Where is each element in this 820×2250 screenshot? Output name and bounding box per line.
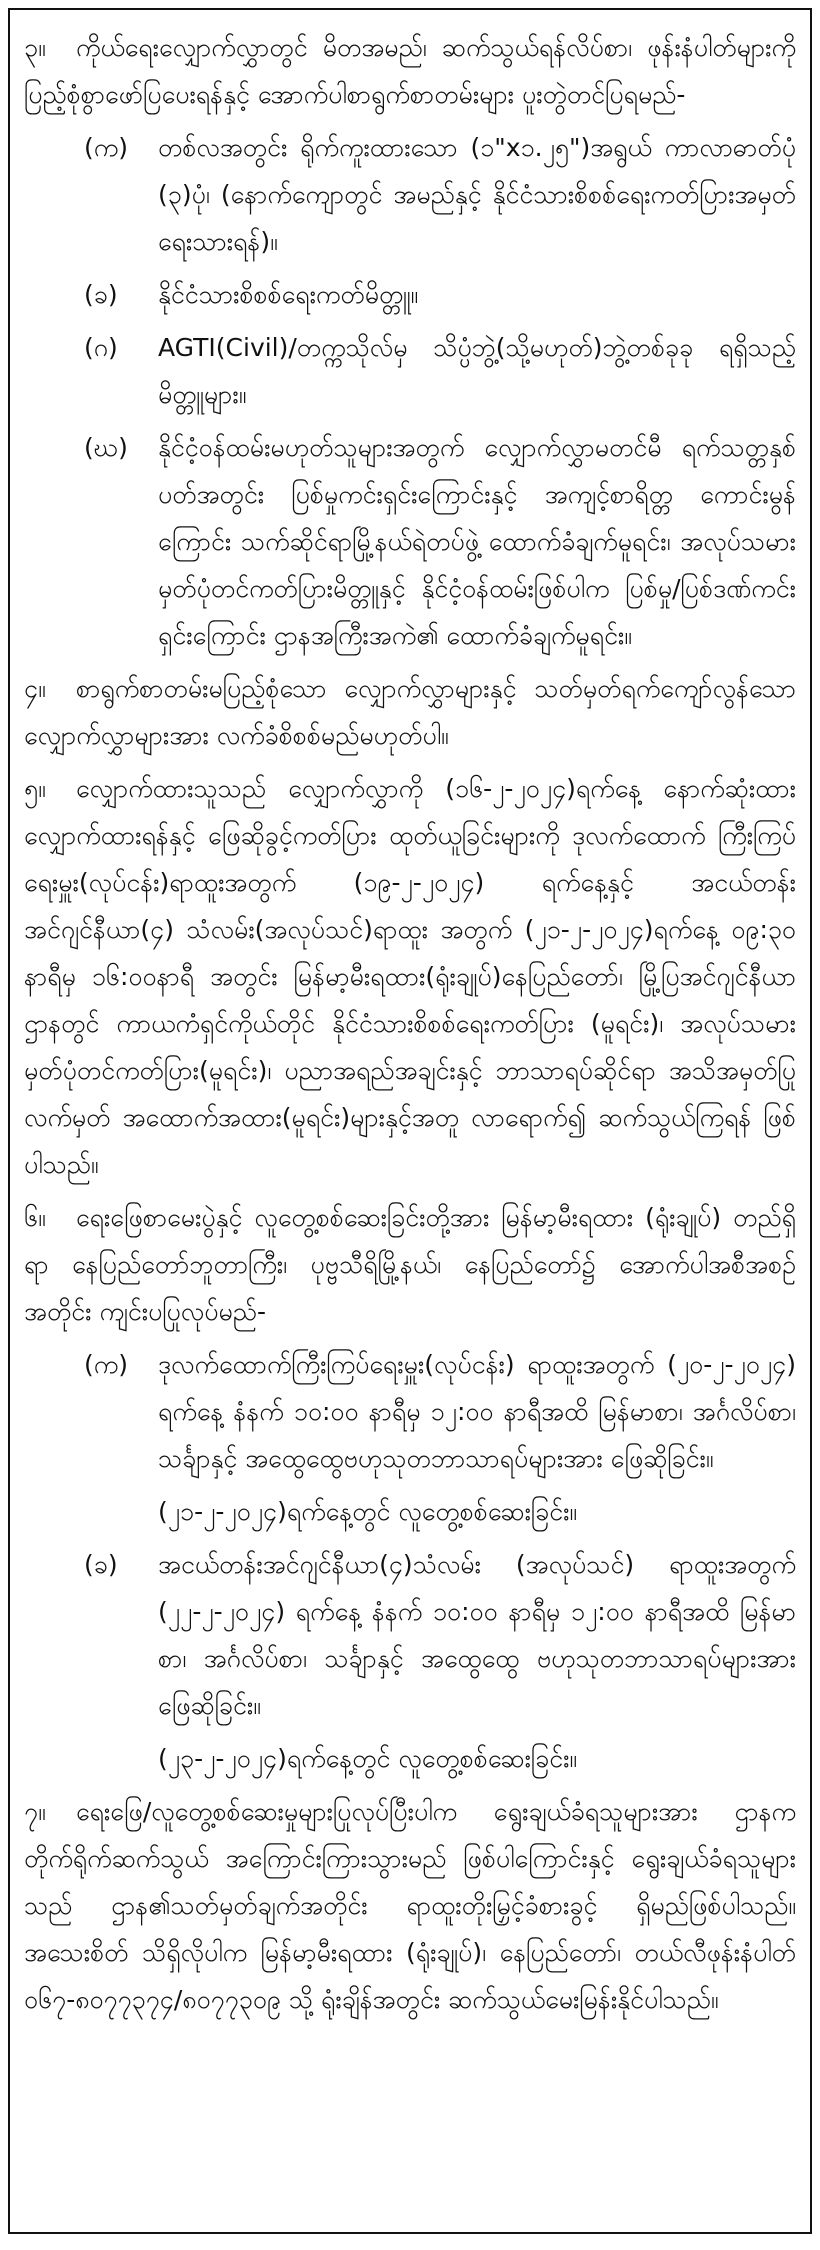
item-text: တစ်လအတွင်း ရိုက်ကူးထားသော (၁"x၁.၂၅")အရွယ် ကာလာဓာတ်ပုံ (၃)ပုံ၊ (နောက်ကျောတွင် အမည်နှင့် နိုင်ငံသားစိစစ်ရေးကတ်ပြားအမှတ် ရေးသားရန်)။ xyxy=(158,133,796,256)
item-marker: (က) xyxy=(84,133,128,162)
paragraph-number: ၃။ xyxy=(24,33,46,62)
paragraph-number: ၅။ xyxy=(24,774,46,803)
list-item-ka xyxy=(24,124,796,265)
item-text: နိုင်ငံ့ဝန်ထမ်းမဟုတ်သူများအတွက် လျှောက်လွှာမတင်မီ ရက်သတ္တနှစ်ပတ်အတွင်း ပြစ်မှုကင်းရှင်းကြောင်းနှင့် အကျင့်စာရိတ္တ ကောင်းမွန်ကြောင်း သက်ဆိုင်ရာမြို့နယ်ရဲတပ်ဖွဲ့ ထောက်ခံချက်မူရင်း၊ အလုပ်သမားမှတ်ပုံတင်ကတ်ပြားမိတ္တူနှင့် နိုင်ငံ့ဝန်ထမ်းဖြစ်ပါက ပြစ်မှု/ပြစ်ဒဏ်ကင်းရှင်းကြောင်း ဌာနအကြီးအကဲ၏ ထောက်ခံချက်မူရင်း။ xyxy=(158,433,796,650)
item-text: ဒုလက်ထောက်ကြီးကြပ်ရေးမှူး(လုပ်ငန်း) ရာထူးအတွက် (၂၀-၂-၂၀၂၄) ရက်နေ့ နံနက် ၁၀:၀၀ နာရီမှ ၁၂:၀၀ နာရီအထိ မြန်မာစာ၊ အင်္ဂလိပ်စာ၊ သင်္ချာနှင့် အထွေထွေဗဟုသုတဘာသာရပ်များအား ဖြေဆိုခြင်း။ xyxy=(158,1350,796,1473)
paragraph-6 xyxy=(24,1194,796,1335)
paragraph-number: ၆။ xyxy=(24,1203,46,1232)
list-item-gha xyxy=(24,424,796,659)
item-marker: (က) xyxy=(84,1350,128,1379)
item-marker: (ခ) xyxy=(84,280,118,309)
paragraph-number: ၇။ xyxy=(24,1797,46,1826)
item-marker: (ဂ) xyxy=(84,333,118,362)
paragraph-text: ရေးဖြေ/လူတွေ့စစ်ဆေးမှုများပြုလုပ်ပြီးပါက ရွေးချယ်ခံရသူများအား ဌာနက တိုက်ရိုက်ဆက်သွယ် အကြောင်းကြားသွားမည် ဖြစ်ပါကြောင်းနှင့် ရွေးချယ်ခံရသူများသည် ဌာန၏သတ်မှတ်ချက်အတိုင်း ရာထူးတိုးမြှင့်ခံစားခွင့် ရှိမည်ဖြစ်ပါသည်။ အသေးစိတ် သိရှိလိုပါက မြန်မာ့မီးရထား (ရုံးချုပ်)၊ နေပြည်တော်၊ တယ်လီဖုန်းနံပါတ် ၀၆၇-၈၀၇၇၃၇၄/၈၀၇၇၃၀၉ သို့ ရုံးချိန်အတွင်း ဆက်သွယ်မေးမြန်းနိုင်ပါသည်။ xyxy=(24,1797,796,2014)
item-marker: (ဃ) xyxy=(84,433,128,462)
paragraph-number: ၄။ xyxy=(24,674,46,703)
paragraph-text: ရေးဖြေစာမေးပွဲနှင့် လူတွေ့စစ်ဆေးခြင်းတို့အား မြန်မာ့မီးရထား (ရုံးချုပ်) တည်ရှိရာ နေပြည်တော်ဘူတာကြီး၊ ပုဗ္ဗသီရိမြို့နယ်၊ နေပြည်တော်၌ အောက်ပါအစီအစဉ်အတိုင်း ကျင်းပပြုလုပ်မည်- xyxy=(24,1203,796,1326)
schedule-item-ka xyxy=(24,1341,796,1482)
paragraph-text: လျှောက်ထားသူသည် လျှောက်လွှာကို (၁၆-၂-၂၀၂၄)ရက်နေ့ နောက်ဆုံးထား လျှောက်ထားရန်နှင့် ဖြေဆိုခွင့်ကတ်ပြား ထုတ်ယူခြင်းများကို ဒုလက်ထောက် ကြီးကြပ်ရေးမှူး(လုပ်ငန်း)ရာထူးအတွက် (၁၉-၂-၂၀၂၄) ရက်နေ့နှင့် အငယ်တန်း အင်ဂျင်နီယာ(၄) သံလမ်း(အလုပ်သင်)ရာထူး အတွက် (၂၁-၂-၂၀၂၄)ရက်နေ့ ၀၉:၃၀ နာရီမှ ၁၆:၀၀နာရီ အတွင်း မြန်မာ့မီးရထား(ရုံးချုပ်)နေပြည်တော်၊ မြို့ပြအင်ဂျင်နီယာဌာနတွင် ကာယကံရှင်ကိုယ်တိုင် နိုင်ငံသားစိစစ်ရေးကတ်ပြား (မူရင်း)၊ အလုပ်သမားမှတ်ပုံတင်ကတ်ပြား(မူရင်း)၊ ပညာအရည်အချင်းနှင့် ဘာသာရပ်ဆိုင်ရာ အသိအမှတ်ပြုလက်မှတ် အထောက်အထား(မူရင်း)များနှင့်အတူ လာရောက်၍ ဆက်သွယ်ကြရန် ဖြစ်ပါသည်။ xyxy=(24,774,796,1179)
item-marker: (ခ) xyxy=(84,1550,118,1579)
list-item-kha xyxy=(24,271,796,318)
interview-date-note: (၂၃-၂-၂၀၂၄)ရက်နေ့တွင် လူတွေ့စစ်ဆေးခြင်း။ xyxy=(158,1744,577,1773)
paragraph-text: စာရွက်စာတမ်းမပြည့်စုံသော လျှောက်လွှာများနှင့် သတ်မှတ်ရက်ကျော်လွန်သော လျှောက်လွှာများအား လက်ခံစိစစ်မည်မဟုတ်ပါ။ xyxy=(24,674,796,750)
item-text: အငယ်တန်းအင်ဂျင်နီယာ(၄)သံလမ်း (အလုပ်သင်) ရာထူးအတွက် (၂၂-၂-၂၀၂၄) ရက်နေ့ နံနက် ၁၀:၀၀ နာရီမှ ၁၂:၀၀ နာရီအထိ မြန်မာစာ၊ အင်္ဂလိပ်စာ၊ သင်္ချာနှင့် အထွေထွေ ဗဟုသုတဘာသာရပ်များအား ဖြေဆိုခြင်း။ xyxy=(158,1550,796,1720)
schedule-item-kha xyxy=(24,1541,796,1729)
interview-date-note: (၂၁-၂-၂၀၂၄)ရက်နေ့တွင် လူတွေ့စစ်ဆေးခြင်း။ xyxy=(158,1497,577,1526)
list-item-ga xyxy=(24,324,796,418)
paragraph-text: ကိုယ်ရေးလျှောက်လွှာတွင် မိတအမည်၊ ဆက်သွယ်ရန်လိပ်စာ၊ ဖုန်းနံပါတ်များကို ပြည့်စုံစွာဖော်ပြပေးရန်နှင့် အောက်ပါစာရွက်စာတမ်းများ ပူးတွဲတင်ပြရမည်- xyxy=(24,33,796,109)
paragraph-3 xyxy=(24,24,796,118)
notice-document xyxy=(8,8,812,2234)
paragraph-5 xyxy=(24,765,796,1188)
paragraph-7 xyxy=(24,1788,796,2023)
paragraph-4 xyxy=(24,665,796,759)
item-text: နိုင်ငံသားစိစစ်ရေးကတ်မိတ္တူ။ xyxy=(158,280,419,309)
item-text: AGTI(Civil)/တက္ကသိုလ်မှ သိပ္ပံဘွဲ့(သို့မဟုတ်)ဘွဲ့တစ်ခုခု ရရှိသည့် မိတ္တူများ။ xyxy=(158,333,796,409)
